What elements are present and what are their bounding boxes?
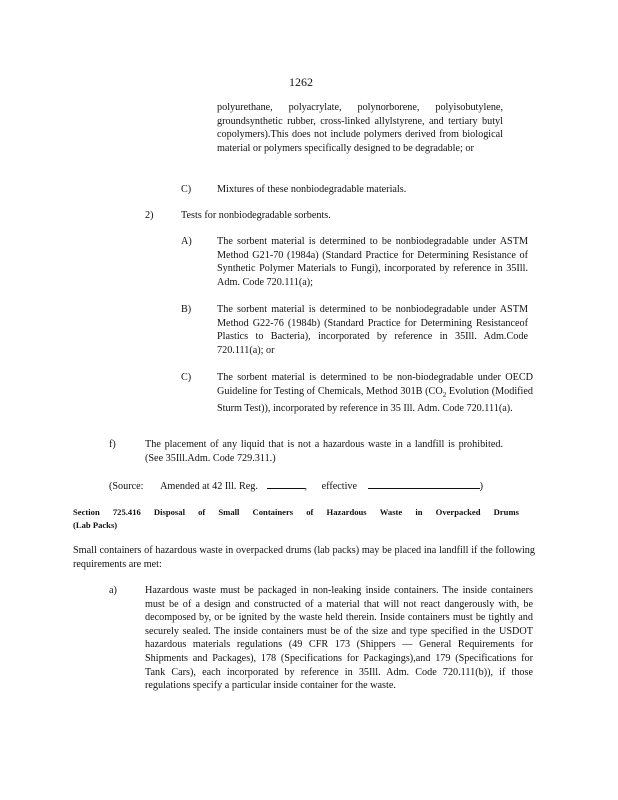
section-heading-second-line: (Lab Packs) [73, 520, 118, 530]
source-comma: , [304, 481, 308, 492]
item-2c-subscript: 2 [442, 390, 447, 399]
item-a-label: a) [109, 585, 117, 596]
continuation-paragraph: polyurethane, polyacrylate, polynorborene, polyisobutylene, groundsynthetic rubber, cross-linked allylstyrene, and tertiary butyl copolymers).This does not include polymers derived from biological material or polymers specifically designed to be degradable; or [217, 102, 503, 154]
page-number: 1262 [289, 75, 313, 89]
source-effective: effective [321, 481, 358, 492]
section-number: 725.416 [112, 507, 141, 517]
source-reg-blank [267, 479, 305, 489]
source-open: (Source: [109, 481, 144, 492]
item-1c-label: C) [181, 184, 192, 195]
item-2b-label: B) [181, 304, 192, 315]
item-2a-text: The sorbent material is determined to be nonbiodegradable under ASTM Method G21-70 (1984a) (Standard Practice for Determining Resistance of Synthetic Polymer Materials to Fungi), incorporated by reference in 35Ill. Adm. Code 720.111(a); [217, 236, 528, 288]
section-heading [73, 506, 519, 532]
item-a-text: Hazardous waste must be packaged in non-leaking inside containers. The inside containers must be of a design and constructed of a material that will not react dangerously with, be decomposed by, or be ignited by the waste held therein. Inside containers must be tightly and securely sealed. The inside containers must be of the size and type specified in the USDOT hazardous materials regulations (49 CFR 173 (Shippers — General Requirements for Shipments and Packages), 178 (Specifications for Packagings),and 179 (Specifications for Tank Cars), each incorporated by reference in 35Ill. Adm. Code 720.111(b)), if those regulations specify a particular inside container for the waste. [145, 585, 533, 692]
section-word: of [198, 507, 206, 517]
section-word: Overpacked [435, 507, 481, 517]
intro-paragraph: Small containers of hazardous waste in overpacked drums (lab packs) may be placed ina landfill if the following requirements are met: [73, 545, 535, 570]
source-note [109, 479, 539, 494]
section-word: Waste [379, 507, 403, 517]
item-2c-text-start: The sorbent material is determined to be non-biodegradable under OECD Guideline for Testing of Chemicals, Method 301B (CO [217, 372, 533, 397]
section-word: in [415, 507, 423, 517]
item-2-text: Tests for nonbiodegradable sorbents. [181, 210, 331, 221]
item-f-text: The placement of any liquid that is not a hazardous waste in a landfill is prohibited. (See 35Ill.Adm. Code 729.311.) [145, 439, 503, 464]
item-2c-text [217, 371, 533, 416]
source-amended: Amended at 42 Ill. Reg. [160, 481, 258, 492]
source-effective-blank [368, 479, 480, 489]
item-1c-text: Mixtures of these nonbiodegradable materials. [217, 184, 407, 195]
section-word: Drums [493, 507, 519, 517]
item-2b-text: The sorbent material is determined to be nonbiodegradable under ASTM Method G22-76 (1984b) (Standard Practice for Determining Resistanceof Plastics to Bacteria), incorporated by reference in 35Ill. Adm.Code 720.111(a); or [217, 304, 528, 356]
section-word: Disposal [153, 507, 185, 517]
item-2-label: 2) [145, 210, 154, 221]
item-2c-text-end: Evolution (Modified Sturm Test)), incorporated by reference in 35 Ill. Adm. Code 720.111(a). [217, 385, 533, 415]
section-label: Section [73, 507, 100, 517]
section-word: Small [218, 507, 240, 517]
source-close: ) [479, 481, 483, 492]
section-word: of [306, 507, 314, 517]
item-f-label: f) [109, 439, 116, 450]
section-word: Containers [252, 507, 294, 517]
item-2a-label: A) [181, 236, 192, 247]
section-heading-line [73, 506, 519, 519]
item-2c-label: C) [181, 372, 192, 383]
section-word: Hazardous [326, 507, 367, 517]
